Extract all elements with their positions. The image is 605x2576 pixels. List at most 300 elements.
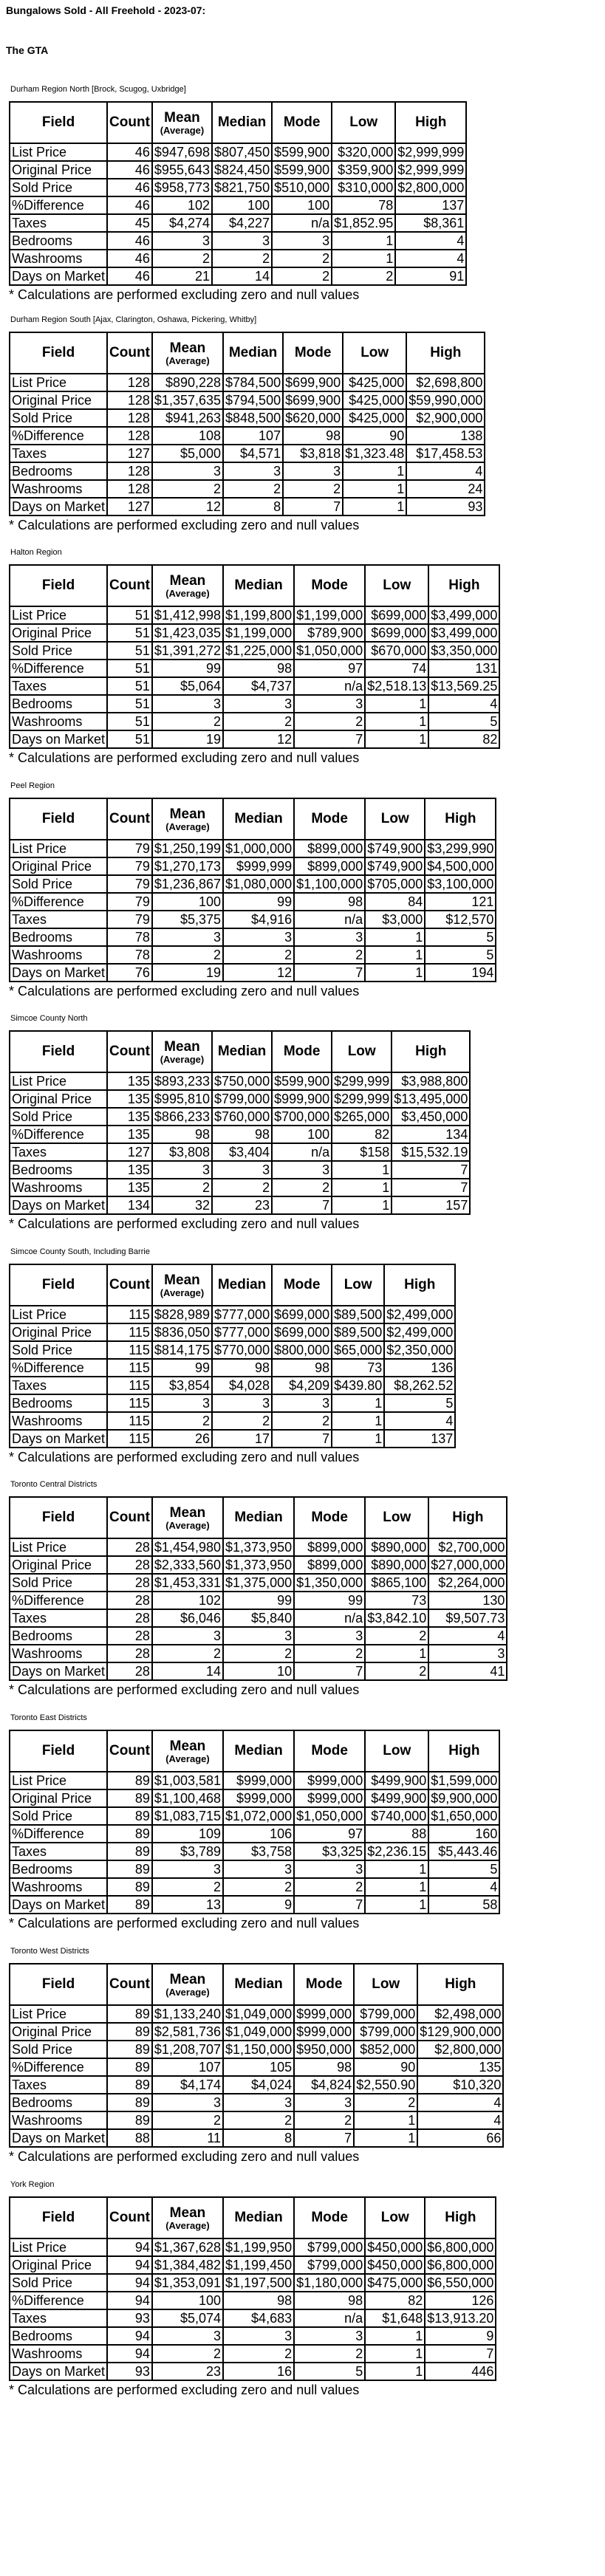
cell-high: 58 <box>428 1896 499 1914</box>
cell-median: $824,450 <box>212 161 272 179</box>
footnote: * Calculations are performed excluding zero and null values <box>9 750 360 765</box>
cell-median: $750,000 <box>212 1072 272 1090</box>
cell-count: 128 <box>107 427 152 445</box>
cell-field: %Difference <box>10 893 107 911</box>
header-low: Low <box>332 102 395 143</box>
table-row <box>10 445 485 462</box>
cell-median: 3 <box>223 1860 294 1878</box>
cell-mode: $799,000 <box>294 2238 365 2256</box>
cell-median: 106 <box>223 1825 294 1843</box>
table-row <box>10 1645 507 1662</box>
cell-count: 51 <box>107 713 152 730</box>
cell-count: 89 <box>107 1825 152 1843</box>
cell-high: $3,499,000 <box>428 606 499 624</box>
cell-mean: $1,384,482 <box>152 2256 223 2274</box>
cell-low: 2 <box>354 2094 417 2111</box>
cell-median: 98 <box>223 2292 294 2309</box>
page-title: Bungalows Sold - All Freehold - 2023-07: <box>6 4 206 16</box>
cell-median: $999,000 <box>223 1789 294 1807</box>
cell-mean: $1,083,715 <box>152 1807 223 1825</box>
cell-count: 115 <box>107 1394 152 1412</box>
cell-high: $3,988,800 <box>392 1072 470 1090</box>
region-name: Peel Region <box>10 781 55 790</box>
cell-mode: 7 <box>283 498 343 515</box>
cell-high: 5 <box>428 713 499 730</box>
cell-mean: 19 <box>152 730 223 748</box>
cell-mean: $1,003,581 <box>152 1772 223 1789</box>
cell-median: $1,373,950 <box>223 1556 294 1574</box>
cell-mode: $999,900 <box>272 1090 332 1108</box>
cell-count: 115 <box>107 1341 152 1359</box>
region-toronto-west-districts <box>9 1947 504 2165</box>
cell-high: $2,499,000 <box>384 1323 455 1341</box>
cell-mode: 2 <box>283 480 343 498</box>
cell-median: $1,225,000 <box>223 642 294 660</box>
cell-low: 1 <box>365 1896 428 1914</box>
cell-low: $359,900 <box>332 161 395 179</box>
cell-count: 94 <box>107 2327 152 2345</box>
cell-median: 14 <box>212 267 272 285</box>
cell-count: 46 <box>107 232 152 250</box>
cell-field: List Price <box>10 2238 107 2256</box>
cell-count: 89 <box>107 2058 152 2076</box>
header-mean-sublabel: (Average) <box>165 588 210 599</box>
header-low: Low <box>343 332 406 374</box>
cell-field: Taxes <box>10 2076 107 2094</box>
stats-table <box>9 1496 507 1681</box>
cell-high: 4 <box>384 1412 455 1430</box>
cell-mean: $1,208,707 <box>152 2041 223 2058</box>
cell-count: 89 <box>107 2076 152 2094</box>
cell-low: $670,000 <box>365 642 428 660</box>
header-mode: Mode <box>294 2197 365 2238</box>
cell-count: 127 <box>107 1143 152 1161</box>
cell-field: Sold Price <box>10 1574 107 1592</box>
header-mean-label: Mean <box>169 2205 206 2221</box>
header-mode: Mode <box>294 1497 365 1538</box>
cell-low: $439.80 <box>332 1377 384 1394</box>
cell-low: 1 <box>354 2129 417 2147</box>
cell-count: 46 <box>107 161 152 179</box>
cell-count: 128 <box>107 409 152 427</box>
table-row <box>10 928 496 946</box>
cell-median: $1,072,000 <box>223 1807 294 1825</box>
region-york-region <box>9 2180 496 2398</box>
cell-high: $6,550,000 <box>425 2274 496 2292</box>
cell-count: 51 <box>107 606 152 624</box>
cell-low: $2,550.90 <box>354 2076 417 2094</box>
footnote: * Calculations are performed excluding zero and null values <box>9 2149 360 2164</box>
cell-count: 88 <box>107 2129 152 2147</box>
cell-median: $1,049,000 <box>223 2005 294 2023</box>
cell-low: 1 <box>365 928 425 946</box>
table-row <box>10 2309 496 2327</box>
cell-mode: $599,900 <box>272 143 332 161</box>
table-row <box>10 1556 507 1574</box>
cell-field: Sold Price <box>10 2274 107 2292</box>
footnote: * Calculations are performed excluding zero and null values <box>9 518 360 532</box>
cell-field: Days on Market <box>10 2129 107 2147</box>
cell-mean: $2,581,736 <box>152 2023 223 2041</box>
cell-mean: 2 <box>152 1412 212 1430</box>
header-mean-sublabel: (Average) <box>160 1054 205 1065</box>
cell-median: $4,916 <box>223 911 294 928</box>
header-mode: Mode <box>272 1031 332 1072</box>
cell-median: $784,500 <box>223 374 283 391</box>
cell-field: List Price <box>10 2005 107 2023</box>
header-mean <box>152 332 223 374</box>
cell-mode: 98 <box>283 427 343 445</box>
table-row <box>10 161 466 179</box>
header-mean-label: Mean <box>169 1739 206 1754</box>
stats-table <box>9 1963 504 2148</box>
cell-field: Days on Market <box>10 964 107 982</box>
cell-low: 90 <box>354 2058 417 2076</box>
cell-low: 1 <box>365 2327 425 2345</box>
cell-mean: 12 <box>152 498 223 515</box>
header-low: Low <box>332 1264 384 1306</box>
region-halton-region <box>9 548 500 766</box>
cell-low: $699,000 <box>365 606 428 624</box>
cell-mean: $6,046 <box>152 1609 223 1627</box>
cell-count: 78 <box>107 928 152 946</box>
table-row <box>10 1323 455 1341</box>
cell-mean: 26 <box>152 1430 212 1448</box>
header-median: Median <box>212 1264 272 1306</box>
cell-high: $17,458.53 <box>406 445 485 462</box>
cell-mean: 99 <box>152 660 223 677</box>
cell-median: 9 <box>223 1896 294 1914</box>
cell-mean: $814,175 <box>152 1341 212 1359</box>
cell-high: $9,900,000 <box>428 1789 499 1807</box>
cell-field: Original Price <box>10 2256 107 2274</box>
cell-field: Bedrooms <box>10 2094 107 2111</box>
cell-count: 51 <box>107 660 152 677</box>
cell-median: $1,049,000 <box>223 2023 294 2041</box>
table-row <box>10 946 496 964</box>
cell-field: Days on Market <box>10 1896 107 1914</box>
cell-high: 137 <box>384 1430 455 1448</box>
header-mean-label: Mean <box>169 340 206 356</box>
table-row <box>10 2111 503 2129</box>
table-row <box>10 232 466 250</box>
cell-median: 2 <box>212 1412 272 1430</box>
cell-low: $749,900 <box>365 857 425 875</box>
cell-mean: 109 <box>152 1825 223 1843</box>
cell-mode: $1,050,000 <box>294 1807 365 1825</box>
cell-high: 194 <box>425 964 496 982</box>
header-low: Low <box>365 1497 428 1538</box>
cell-mean: $3,854 <box>152 1377 212 1394</box>
region-toronto-east-districts <box>9 1713 500 1931</box>
cell-mode: $699,900 <box>283 374 343 391</box>
cell-mean: 3 <box>152 695 223 713</box>
cell-mean: 2 <box>152 2345 223 2363</box>
cell-high: 130 <box>428 1592 507 1609</box>
cell-median: $4,683 <box>223 2309 294 2327</box>
cell-median: $1,197,500 <box>223 2274 294 2292</box>
cell-mean: $3,789 <box>152 1843 223 1860</box>
cell-low: $1,323.48 <box>343 445 406 462</box>
cell-median: 99 <box>223 1592 294 1609</box>
cell-mode: $1,050,000 <box>294 642 365 660</box>
cell-mode: $3,325 <box>294 1843 365 1860</box>
cell-count: 135 <box>107 1108 152 1126</box>
cell-high: 5 <box>425 946 496 964</box>
cell-count: 127 <box>107 498 152 515</box>
header-low: Low <box>332 1031 392 1072</box>
cell-count: 89 <box>107 1878 152 1896</box>
cell-field: Washrooms <box>10 2345 107 2363</box>
cell-field: Sold Price <box>10 642 107 660</box>
cell-count: 28 <box>107 1627 152 1645</box>
cell-mode: $4,209 <box>272 1377 332 1394</box>
cell-low: 84 <box>365 893 425 911</box>
cell-field: Sold Price <box>10 1108 107 1126</box>
cell-high: $6,800,000 <box>425 2256 496 2274</box>
cell-median: $848,500 <box>223 409 283 427</box>
cell-mode: $599,900 <box>272 161 332 179</box>
cell-median: $1,375,000 <box>223 1574 294 1592</box>
cell-high: 121 <box>425 893 496 911</box>
cell-high: $10,320 <box>417 2076 503 2094</box>
cell-field: Washrooms <box>10 1179 107 1196</box>
cell-median: 12 <box>223 964 294 982</box>
cell-count: 127 <box>107 445 152 462</box>
cell-high: 446 <box>425 2363 496 2380</box>
cell-mode: $599,900 <box>272 1072 332 1090</box>
cell-count: 46 <box>107 196 152 214</box>
region-name: Toronto East Districts <box>10 1713 87 1722</box>
cell-count: 28 <box>107 1645 152 1662</box>
cell-mean: 108 <box>152 427 223 445</box>
cell-mean: 2 <box>152 1645 223 1662</box>
cell-count: 89 <box>107 1772 152 1789</box>
cell-high: $27,000,000 <box>428 1556 507 1574</box>
cell-low: 90 <box>343 427 406 445</box>
cell-high: $8,361 <box>395 214 466 232</box>
cell-field: Days on Market <box>10 1430 107 1448</box>
cell-field: Original Price <box>10 1323 107 1341</box>
cell-mode: $899,000 <box>294 1538 365 1556</box>
cell-high: $2,350,000 <box>384 1341 455 1359</box>
cell-low: $65,000 <box>332 1341 384 1359</box>
table-row <box>10 2363 496 2380</box>
cell-count: 51 <box>107 624 152 642</box>
cell-high: $2,900,000 <box>406 409 485 427</box>
table-row <box>10 1896 499 1914</box>
table-row <box>10 695 499 713</box>
cell-mean: $1,236,867 <box>152 875 223 893</box>
cell-mean: 2 <box>152 1179 212 1196</box>
header-mean <box>152 1964 223 2005</box>
cell-field: List Price <box>10 606 107 624</box>
cell-high: 4 <box>417 2111 503 2129</box>
cell-low: 82 <box>332 1126 392 1143</box>
header-low: Low <box>365 1730 428 1772</box>
cell-mean: $995,810 <box>152 1090 212 1108</box>
cell-low: $425,000 <box>343 374 406 391</box>
cell-median: $4,737 <box>223 677 294 695</box>
cell-field: Days on Market <box>10 267 107 285</box>
header-high: High <box>417 1964 503 2005</box>
cell-high: 4 <box>428 1878 499 1896</box>
header-count: Count <box>107 1031 152 1072</box>
header-low: Low <box>365 565 428 606</box>
cell-mode: 3 <box>294 695 365 713</box>
cell-median: $4,571 <box>223 445 283 462</box>
cell-count: 135 <box>107 1090 152 1108</box>
footnote: * Calculations are performed excluding zero and null values <box>9 1682 360 1697</box>
cell-mean: 14 <box>152 1662 223 1680</box>
cell-field: Original Price <box>10 857 107 875</box>
cell-low: $89,500 <box>332 1323 384 1341</box>
cell-median: 12 <box>223 730 294 748</box>
cell-high: 7 <box>392 1161 470 1179</box>
header-field: Field <box>10 1964 107 2005</box>
cell-mean: 3 <box>152 232 212 250</box>
cell-median: 2 <box>223 1645 294 1662</box>
header-field: Field <box>10 2197 107 2238</box>
cell-low: $3,842.10 <box>365 1609 428 1627</box>
cell-median: 105 <box>223 2058 294 2076</box>
cell-count: 79 <box>107 911 152 928</box>
cell-high: $13,495,000 <box>392 1090 470 1108</box>
cell-mean: $1,454,980 <box>152 1538 223 1556</box>
cell-low: $852,000 <box>354 2041 417 2058</box>
header-mode: Mode <box>294 798 365 840</box>
cell-median: $1,080,000 <box>223 875 294 893</box>
cell-field: %Difference <box>10 1592 107 1609</box>
cell-field: Taxes <box>10 445 107 462</box>
cell-mean: $5,074 <box>152 2309 223 2327</box>
cell-mode: $999,000 <box>294 2023 354 2041</box>
cell-median: $777,000 <box>212 1306 272 1323</box>
cell-mean: 3 <box>152 1161 212 1179</box>
table-row <box>10 480 485 498</box>
header-high: High <box>406 332 485 374</box>
cell-median: 10 <box>223 1662 294 1680</box>
table-row <box>10 374 485 391</box>
cell-mean: $1,353,091 <box>152 2274 223 2292</box>
table-row <box>10 2238 496 2256</box>
cell-field: Original Price <box>10 161 107 179</box>
table-row <box>10 2094 503 2111</box>
cell-low: $799,000 <box>354 2023 417 2041</box>
region-simcoe-county-south-including-barrie <box>9 1247 456 1465</box>
cell-low: 1 <box>354 2111 417 2129</box>
cell-count: 79 <box>107 840 152 857</box>
header-mean-label: Mean <box>164 1272 200 1288</box>
table-row <box>10 2129 503 2147</box>
table-row <box>10 143 466 161</box>
cell-low: $475,000 <box>365 2274 425 2292</box>
cell-low: $320,000 <box>332 143 395 161</box>
cell-count: 115 <box>107 1306 152 1323</box>
cell-mode: $510,000 <box>272 179 332 196</box>
cell-mode: $699,000 <box>272 1306 332 1323</box>
cell-low: $89,500 <box>332 1306 384 1323</box>
cell-count: 51 <box>107 642 152 660</box>
cell-mean: 19 <box>152 964 223 982</box>
stats-table <box>9 1264 456 1448</box>
region-durham-region-north-brock-scugog-uxbridge <box>9 85 467 303</box>
region-name: Simcoe County South, Including Barrie <box>10 1247 150 1256</box>
cell-mean: 3 <box>152 1860 223 1878</box>
cell-mode: 98 <box>294 893 365 911</box>
cell-count: 89 <box>107 2023 152 2041</box>
cell-count: 94 <box>107 2238 152 2256</box>
cell-mode: $1,199,000 <box>294 606 365 624</box>
cell-mean: $2,333,560 <box>152 1556 223 1574</box>
cell-median: $777,000 <box>212 1323 272 1341</box>
header-mean-label: Mean <box>169 806 206 822</box>
cell-mode: 3 <box>294 1627 365 1645</box>
cell-low: $1,648 <box>365 2309 425 2327</box>
cell-high: $4,500,000 <box>425 857 496 875</box>
cell-mode: $789,900 <box>294 624 365 642</box>
cell-count: 79 <box>107 893 152 911</box>
cell-count: 51 <box>107 677 152 695</box>
cell-count: 89 <box>107 2094 152 2111</box>
cell-median: 16 <box>223 2363 294 2380</box>
header-mean-sublabel: (Average) <box>165 821 210 832</box>
table-row <box>10 1825 499 1843</box>
cell-count: 128 <box>107 462 152 480</box>
cell-median: 3 <box>212 1394 272 1412</box>
table-row <box>10 1126 470 1143</box>
cell-high: $12,570 <box>425 911 496 928</box>
cell-high: $3,100,000 <box>425 875 496 893</box>
table-row <box>10 179 466 196</box>
cell-mode: $1,100,000 <box>294 875 365 893</box>
cell-mode: n/a <box>294 911 365 928</box>
cell-high: $5,443.46 <box>428 1843 499 1860</box>
cell-count: 135 <box>107 1126 152 1143</box>
cell-median: $999,999 <box>223 857 294 875</box>
table-row <box>10 730 499 748</box>
cell-median: 2 <box>223 480 283 498</box>
cell-median: 3 <box>212 1161 272 1179</box>
cell-high: 7 <box>392 1179 470 1196</box>
table-row <box>10 893 496 911</box>
header-field: Field <box>10 1730 107 1772</box>
cell-field: Days on Market <box>10 1662 107 1680</box>
header-mean-sublabel: (Average) <box>160 1287 205 1298</box>
cell-median: $5,840 <box>223 1609 294 1627</box>
cell-median: 2 <box>223 946 294 964</box>
header-mode: Mode <box>272 1264 332 1306</box>
header-high: High <box>428 565 499 606</box>
cell-mean: 100 <box>152 2292 223 2309</box>
cell-mode: 100 <box>272 1126 332 1143</box>
cell-mode: 3 <box>272 1394 332 1412</box>
header-median: Median <box>223 1497 294 1538</box>
table-row <box>10 267 466 285</box>
cell-count: 115 <box>107 1412 152 1430</box>
cell-low: 1 <box>365 713 428 730</box>
cell-field: Original Price <box>10 1789 107 1807</box>
cell-count: 79 <box>107 857 152 875</box>
cell-count: 46 <box>107 267 152 285</box>
cell-field: Bedrooms <box>10 2327 107 2345</box>
table-row <box>10 1179 470 1196</box>
cell-mean: $5,000 <box>152 445 223 462</box>
cell-field: Sold Price <box>10 1807 107 1825</box>
header-mean <box>152 798 223 840</box>
cell-field: Bedrooms <box>10 695 107 713</box>
cell-high: $13,913.20 <box>425 2309 496 2327</box>
